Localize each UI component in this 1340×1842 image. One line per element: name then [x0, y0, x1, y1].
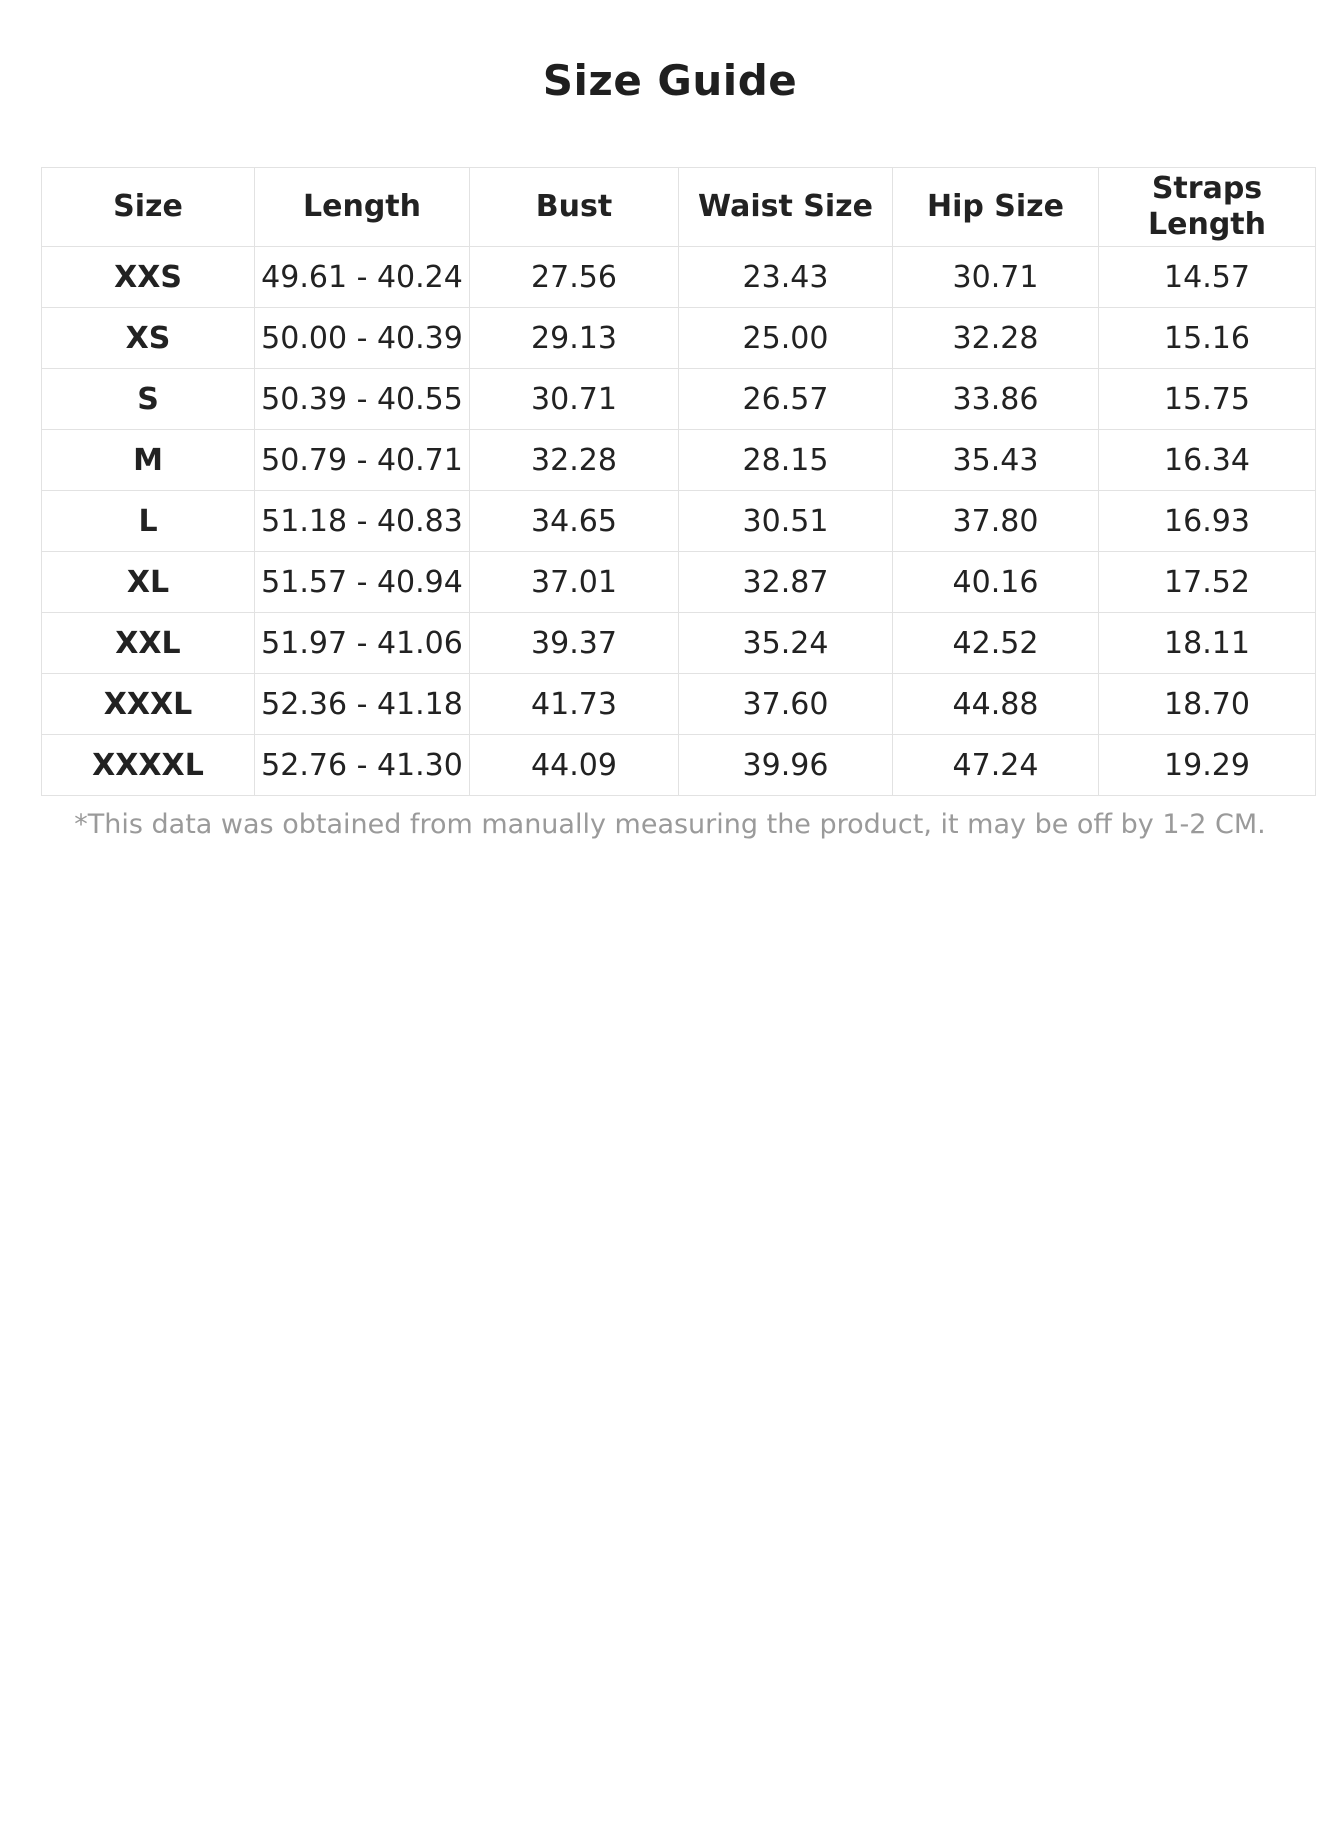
straps-cell: 15.16 [1099, 308, 1316, 369]
length-cell: 52.36 - 41.18 [255, 674, 470, 735]
bust-cell: 27.56 [470, 247, 679, 308]
length-cell: 51.18 - 40.83 [255, 491, 470, 552]
waist-cell: 30.51 [679, 491, 893, 552]
bust-cell: 39.37 [470, 613, 679, 674]
length-cell: 50.00 - 40.39 [255, 308, 470, 369]
waist-cell: 26.57 [679, 369, 893, 430]
straps-cell: 16.93 [1099, 491, 1316, 552]
straps-cell: 17.52 [1099, 552, 1316, 613]
hip-cell: 42.52 [893, 613, 1099, 674]
size-cell: XXXL [42, 674, 255, 735]
length-cell: 51.57 - 40.94 [255, 552, 470, 613]
column-header-length: Length [255, 168, 470, 247]
table-row [42, 430, 1316, 491]
length-cell: 52.76 - 41.30 [255, 735, 470, 796]
hip-cell: 44.88 [893, 674, 1099, 735]
size-cell: XXS [42, 247, 255, 308]
waist-cell: 28.15 [679, 430, 893, 491]
table-row [42, 674, 1316, 735]
column-header-bust: Bust [470, 168, 679, 247]
table-row [42, 247, 1316, 308]
table-row [42, 369, 1316, 430]
size-cell: L [42, 491, 255, 552]
hip-cell: 37.80 [893, 491, 1099, 552]
straps-cell: 19.29 [1099, 735, 1316, 796]
waist-cell: 37.60 [679, 674, 893, 735]
waist-cell: 39.96 [679, 735, 893, 796]
measurement-disclaimer: *This data was obtained from manually measuring the product, it may be off by 1-2 CM. [74, 809, 1266, 840]
waist-cell: 23.43 [679, 247, 893, 308]
column-header-hip: Hip Size [893, 168, 1099, 247]
column-header-size: Size [42, 168, 255, 247]
table-row [42, 552, 1316, 613]
bust-cell: 32.28 [470, 430, 679, 491]
hip-cell: 33.86 [893, 369, 1099, 430]
bust-cell: 30.71 [470, 369, 679, 430]
length-cell: 49.61 - 40.24 [255, 247, 470, 308]
hip-cell: 32.28 [893, 308, 1099, 369]
size-guide-table [41, 167, 1316, 796]
hip-cell: 30.71 [893, 247, 1099, 308]
page-title: Size Guide [542, 56, 798, 105]
straps-cell: 16.34 [1099, 430, 1316, 491]
bust-cell: 34.65 [470, 491, 679, 552]
straps-cell: 15.75 [1099, 369, 1316, 430]
bust-cell: 44.09 [470, 735, 679, 796]
table-row [42, 308, 1316, 369]
waist-cell: 25.00 [679, 308, 893, 369]
size-cell: XXXXL [42, 735, 255, 796]
table-row [42, 613, 1316, 674]
table-row [42, 735, 1316, 796]
straps-cell: 18.70 [1099, 674, 1316, 735]
size-cell: XL [42, 552, 255, 613]
table-row [42, 491, 1316, 552]
waist-cell: 32.87 [679, 552, 893, 613]
column-header-waist: Waist Size [679, 168, 893, 247]
waist-cell: 35.24 [679, 613, 893, 674]
hip-cell: 40.16 [893, 552, 1099, 613]
size-cell: M [42, 430, 255, 491]
size-cell: XXL [42, 613, 255, 674]
length-cell: 51.97 - 41.06 [255, 613, 470, 674]
bust-cell: 29.13 [470, 308, 679, 369]
bust-cell: 37.01 [470, 552, 679, 613]
straps-cell: 14.57 [1099, 247, 1316, 308]
bust-cell: 41.73 [470, 674, 679, 735]
length-cell: 50.79 - 40.71 [255, 430, 470, 491]
column-header-straps: Straps Length [1099, 168, 1316, 247]
size-cell: XS [42, 308, 255, 369]
straps-cell: 18.11 [1099, 613, 1316, 674]
hip-cell: 35.43 [893, 430, 1099, 491]
length-cell: 50.39 - 40.55 [255, 369, 470, 430]
table-header-row [42, 168, 1316, 247]
size-cell: S [42, 369, 255, 430]
hip-cell: 47.24 [893, 735, 1099, 796]
